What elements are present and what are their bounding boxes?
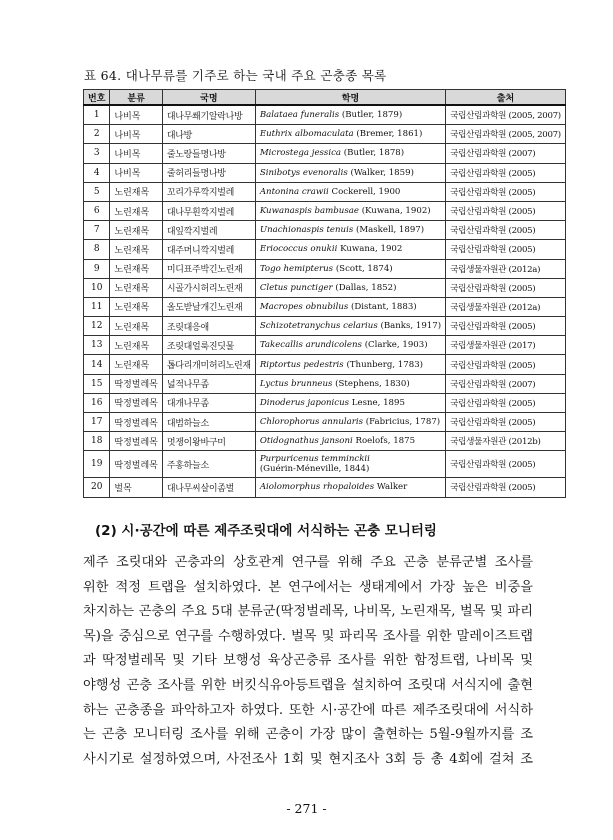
scientific-author: (Stephens, 1830) (335, 378, 410, 389)
cell-scientific-name (255, 105, 445, 125)
table-row (84, 144, 566, 163)
cell-korean-name: 줄노랑들명나방 (162, 144, 255, 163)
section-title: (2) 시·공간에 따른 제주조릿대에 서식하는 곤충 모니터링 (95, 523, 437, 539)
cell-korean-name: 조릿대응애 (162, 317, 255, 336)
cell-scientific-name (255, 317, 445, 336)
cell-source: 국립산림과학원 (2005) (446, 478, 566, 497)
cell-korean-name: 대주머니깍지벌레 (162, 240, 255, 259)
table-caption: 표 64. 대나무류를 기주로 하는 국내 주요 곤충종 목록 (84, 68, 387, 83)
cell-korean-name: 대나방 (162, 125, 255, 144)
scientific-author: (Butler, 1878) (343, 148, 405, 159)
cell-order: 나비목 (110, 125, 162, 144)
cell-korean-name: 줄허리들명나방 (162, 163, 255, 182)
header-source: 출처 (446, 90, 566, 106)
cell-scientific-name (255, 201, 445, 220)
table-row (84, 355, 566, 374)
cell-scientific-name (255, 432, 445, 451)
cell-scientific-name (255, 336, 445, 355)
cell-order: 나비목 (110, 163, 162, 182)
cell-order: 딱정벌레목 (110, 451, 162, 478)
cell-source: 국립산림과학원 (2005) (446, 221, 566, 240)
header-korean-name: 국명 (162, 90, 255, 106)
cell-scientific-name (255, 393, 445, 412)
table-row (84, 221, 566, 240)
table-row (84, 201, 566, 220)
table-row (84, 278, 566, 297)
cell-korean-name: 꼬리가루깍지벌레 (162, 182, 255, 201)
scientific-binomial: Kuwanaspis bambusae (259, 206, 359, 217)
table-row (84, 478, 566, 497)
scientific-binomial: Dinoderus japonicus (259, 397, 350, 408)
scientific-author: (Kuwana, 1902) (361, 206, 431, 217)
cell-source: 국립생물자원관 (2012a) (446, 297, 566, 316)
cell-order: 딱정벌레목 (110, 393, 162, 412)
cell-korean-name: 멋쟁이왕바구미 (162, 432, 255, 451)
table-row (84, 259, 566, 278)
paragraph-line: 제주 조릿대와 곤충과의 상호관계 연구를 위해 주요 곤충 분류군별 조사를 (83, 555, 533, 570)
scientific-author: Walker (376, 482, 408, 493)
paragraph-line: 과 딱정벌레목 및 기타 보행성 육상곤충류 조사를 위한 함정트랩, 나비목 및 (83, 653, 533, 669)
cell-scientific-name (255, 144, 445, 163)
table-row (84, 374, 566, 393)
scientific-binomial: Schizotetranychus celarius (259, 321, 378, 332)
header-number: 번호 (84, 90, 110, 106)
cell-source: 국립생물자원관 (2012a) (446, 259, 566, 278)
table-row (84, 336, 566, 355)
cell-scientific-name (255, 451, 445, 478)
scientific-binomial: Riptortus pedestris (259, 359, 344, 370)
cell-source: 국립산림과학원 (2005) (446, 278, 566, 297)
paragraph-line: 하는 곤충종을 파악하고자 하였다. 또한 시·공간에 따른 제주조릿대에 서식하 (83, 702, 533, 718)
header-order: 분류 (110, 90, 162, 106)
cell-scientific-name (255, 163, 445, 182)
cell-source: 국립산림과학원 (2005) (446, 355, 566, 374)
cell-source: 국립산림과학원 (2007) (446, 144, 566, 163)
cell-number: 16 (84, 393, 110, 412)
cell-order: 나비목 (110, 105, 162, 125)
scientific-author: (Fabricius, 1787) (365, 417, 441, 428)
cell-number: 9 (84, 259, 110, 278)
cell-order: 노린재목 (110, 336, 162, 355)
cell-korean-name: 미디표주박긴노린재 (162, 259, 255, 278)
scientific-binomial: Balataea funeralis (259, 110, 340, 121)
table-body (84, 105, 566, 497)
paragraph-line: 목)을 중심으로 연구를 수행하였다. 벌목 및 파리목 조사를 위한 말레이즈트랩 (83, 628, 533, 644)
cell-order: 딱정벌레목 (110, 374, 162, 393)
cell-source: 국립산림과학원 (2005) (446, 201, 566, 220)
scientific-author: Lesne, 1895 (351, 397, 405, 408)
cell-korean-name: 대잎깍지벌레 (162, 221, 255, 240)
cell-scientific-name (255, 278, 445, 297)
scientific-binomial: Macropes obnubilus (259, 301, 349, 312)
species-table (83, 89, 566, 498)
cell-scientific-name (255, 259, 445, 278)
cell-source: 국립산림과학원 (2005, 2007) (446, 125, 566, 144)
table-row (84, 125, 566, 144)
cell-number: 15 (84, 374, 110, 393)
cell-number: 4 (84, 163, 110, 182)
scientific-binomial: Purpuricenus temminckii (259, 454, 370, 465)
scientific-author: (Maskell, 1897) (355, 225, 425, 236)
scientific-binomial: Takecallis arundicolens (259, 340, 362, 351)
scientific-binomial: Cletus punctiger (259, 282, 333, 293)
header-scientific-name: 학명 (255, 90, 445, 106)
cell-order: 노린재목 (110, 259, 162, 278)
cell-number: 18 (84, 432, 110, 451)
cell-source: 국립산림과학원 (2005) (446, 393, 566, 412)
table-row (84, 163, 566, 182)
cell-source: 국립산림과학원 (2007) (446, 374, 566, 393)
cell-number: 5 (84, 182, 110, 201)
cell-source: 국립산림과학원 (2005) (446, 182, 566, 201)
table-row (84, 432, 566, 451)
scientific-binomial: Chlorophorus annularis (259, 417, 364, 428)
scientific-author: Kuwana, 1902 (340, 244, 403, 255)
table-row (84, 317, 566, 336)
cell-order: 딱정벌레목 (110, 432, 162, 451)
cell-korean-name: 시골가시허리노린재 (162, 278, 255, 297)
table-row (84, 240, 566, 259)
cell-number: 6 (84, 201, 110, 220)
cell-scientific-name (255, 125, 445, 144)
cell-number: 1 (84, 105, 110, 125)
body-paragraph (83, 551, 533, 772)
scientific-binomial: Euthrix albomaculata (259, 129, 354, 140)
cell-scientific-name (255, 297, 445, 316)
page-number: - 271 - (286, 801, 327, 816)
table-row (84, 182, 566, 201)
scientific-author: Roelofs, 1875 (355, 436, 416, 447)
paragraph-line: 야행성 곤충 조사를 위한 버킷식유아등트랩을 설치하여 조릿대 서식지에 출현 (83, 677, 533, 693)
scientific-binomial: Unachionaspis tenuis (259, 225, 354, 236)
cell-korean-name: 넓적나무좀 (162, 374, 255, 393)
scientific-author: (Distant, 1883) (351, 301, 417, 312)
paragraph-line: 위한 적정 트랩을 설치하였다. 본 연구에서는 생태계에서 가장 높은 비중을 (83, 579, 533, 595)
scientific-author: (Butler, 1879) (341, 110, 403, 121)
scientific-binomial: Antonina crawii (259, 186, 329, 197)
cell-source: 국립산림과학원 (2005) (446, 451, 566, 478)
cell-order: 노린재목 (110, 317, 162, 336)
cell-source: 국립산림과학원 (2005) (446, 163, 566, 182)
cell-scientific-name (255, 478, 445, 497)
scientific-binomial: Otidognathus jansoni (259, 436, 353, 447)
scientific-author: (Walker, 1859) (350, 167, 414, 178)
cell-scientific-name (255, 374, 445, 393)
scientific-author: (Thunberg, 1783) (346, 359, 424, 370)
cell-korean-name: 대범하늘소 (162, 413, 255, 432)
cell-scientific-name (255, 413, 445, 432)
paragraph-line: 는 곤충 모니터링 조사를 위해 곤충이 가장 많이 출현하는 5월-9월까지를 조 (83, 727, 533, 743)
scientific-author: Cockerell, 1900 (331, 186, 401, 197)
cell-source: 국립생물자원관 (2017) (446, 336, 566, 355)
cell-korean-name: 대나무흰깍지벌레 (162, 201, 255, 220)
cell-korean-name: 주홍하늘소 (162, 451, 255, 478)
table-row (84, 393, 566, 412)
scientific-binomial: Eriococcus onukii (259, 244, 338, 255)
table-row (84, 105, 566, 125)
table-row (84, 297, 566, 316)
cell-scientific-name (255, 240, 445, 259)
cell-korean-name: 조릿대얼룩진딧물 (162, 336, 255, 355)
scientific-binomial: Togo hemipterus (259, 263, 334, 274)
scientific-author: (Bremer, 1861) (356, 129, 423, 140)
cell-order: 노린재목 (110, 182, 162, 201)
cell-number: 20 (84, 478, 110, 497)
table-row (84, 413, 566, 432)
cell-korean-name: 대나무씨살이좀벌 (162, 478, 255, 497)
cell-korean-name: 대개나무좀 (162, 393, 255, 412)
scientific-author: (Guérin-Méneville, 1844) (259, 464, 370, 475)
cell-number: 19 (84, 451, 110, 478)
cell-number: 7 (84, 221, 110, 240)
cell-order: 노린재목 (110, 240, 162, 259)
cell-number: 3 (84, 144, 110, 163)
cell-number: 14 (84, 355, 110, 374)
cell-number: 12 (84, 317, 110, 336)
cell-number: 11 (84, 297, 110, 316)
cell-source: 국립산림과학원 (2005) (446, 413, 566, 432)
cell-number: 10 (84, 278, 110, 297)
cell-korean-name: 톱다리개미허리노린재 (162, 355, 255, 374)
cell-korean-name: 올도받날개긴노린재 (162, 297, 255, 316)
cell-order: 딱정벌레목 (110, 413, 162, 432)
cell-order: 노린재목 (110, 297, 162, 316)
scientific-author: (Banks, 1917) (380, 321, 442, 332)
scientific-binomial: Aiolomorphus rhopaloides (259, 482, 375, 493)
cell-order: 노린재목 (110, 221, 162, 240)
table-row (84, 451, 566, 478)
cell-scientific-name (255, 221, 445, 240)
scientific-binomial: Microstega jessica (259, 148, 342, 159)
cell-number: 2 (84, 125, 110, 144)
cell-scientific-name (255, 355, 445, 374)
paragraph-line: 사시기로 설정하였으며, 사전조사 1회 및 현지조사 3회 등 총 4회에 걸쳐 조 (83, 751, 533, 767)
cell-number: 13 (84, 336, 110, 355)
paragraph-line: 차지하는 곤충의 주요 5대 분류군(딱정벌레목, 나비목, 노린재목, 벌목 및 파리 (83, 604, 533, 620)
cell-order: 노린재목 (110, 201, 162, 220)
cell-source: 국립산림과학원 (2005) (446, 317, 566, 336)
scientific-author: (Scott, 1874) (335, 263, 393, 274)
cell-order: 벌목 (110, 478, 162, 497)
scientific-binomial: Lyctus brunneus (259, 378, 333, 389)
cell-order: 노린재목 (110, 355, 162, 374)
cell-source: 국립생물자원관 (2012b) (446, 432, 566, 451)
scientific-author: (Clarke, 1903) (364, 340, 428, 351)
table-header-row (84, 90, 566, 106)
cell-number: 17 (84, 413, 110, 432)
scientific-author: (Dallas, 1852) (335, 282, 397, 293)
cell-source: 국립산림과학원 (2005, 2007) (446, 105, 566, 125)
cell-source: 국립산림과학원 (2005) (446, 240, 566, 259)
cell-korean-name: 대나무쐐기알락나방 (162, 105, 255, 125)
cell-order: 노린재목 (110, 278, 162, 297)
cell-scientific-name (255, 182, 445, 201)
cell-order: 나비목 (110, 144, 162, 163)
cell-number: 8 (84, 240, 110, 259)
scientific-binomial: Sinibotys evenoralis (259, 167, 348, 178)
